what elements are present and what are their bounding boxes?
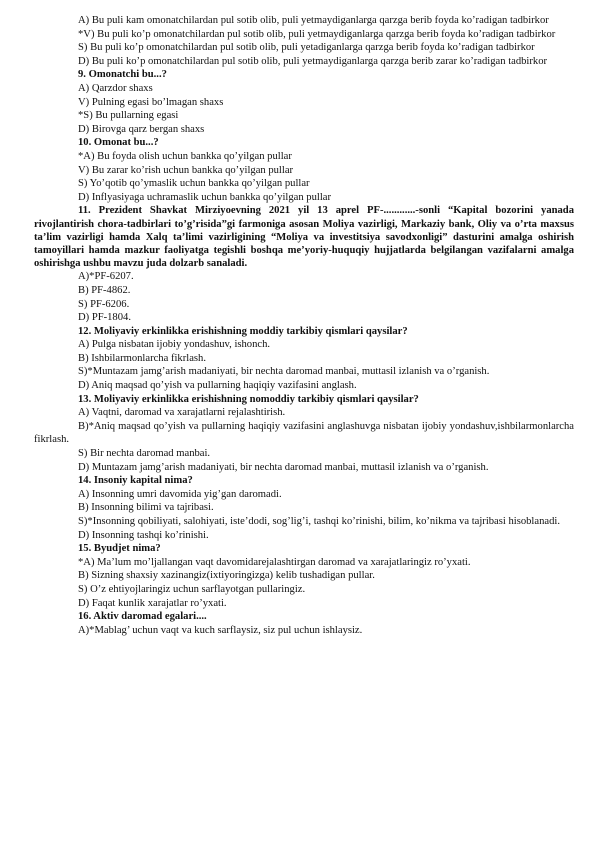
option-line: D) Aniq maqsad qo’yish va pullarning haqiqiy vazifasini anglash.	[78, 380, 357, 392]
option-line: *A) Ma’lum mo’ljallangan vaqt davomidarejalashtirgan daromad va xarajatlaringiz ro’yxati.	[78, 556, 471, 568]
question-heading: 13. Moliyaviy erkinlikka erishishning nomoddiy tarkibiy qismlari qaysilar?	[78, 393, 419, 405]
option-line: A) Pulga nisbatan ijobiy yondashuv, ishonch.	[78, 339, 271, 351]
option-line: B) Ishbilarmonlarcha fikrlash.	[78, 352, 206, 364]
option-line: S)*Insonning qobiliyati, salohiyati, iste’dodi, sog’lig’i, tashqi ko’rinishi, bilim, ko’nikma va tajribasi hisoblanadi.	[78, 516, 560, 528]
option-line: S) Bir nechta daromad manbai.	[78, 448, 211, 460]
option-line: S) O’z ehtiyojlaringiz uchun sarflayotgan pullaringiz.	[78, 583, 306, 595]
option-line: B) Sizning shaxsiy xazinangiz(ixtiyoringizga) kelib tushadigan pullar.	[78, 570, 375, 582]
option-line: D) Insonning tashqi ko’rinishi.	[78, 529, 209, 541]
option-line: D) Muntazam jamg’arish madaniyati, bir nechta daromad manbai, muttasil izlanish va o’rganish.	[78, 461, 489, 473]
option-line: *S) Bu pullarning egasi	[78, 110, 179, 122]
option-line: D) Faqat kunlik xarajatlar ro’yxati.	[78, 597, 227, 609]
option-line: B)*Aniq maqsad qo’yish va pullarning haqiqiy vazifasini anglashuvga nisbatan ijobiy yondashuv,ishbilarmonlarcha fikrlash.	[34, 420, 574, 446]
option-line: V) Pulning egasi bo’lmagan shaxs	[78, 96, 224, 108]
option-line: D) Birovga qarz bergan shaxs	[78, 123, 205, 135]
option-line: S) Bu puli ko’p omonatchilardan pul sotib olib, puli yetadiganlarga qarzga berib foyda ko’radigan tadbirkor	[78, 42, 535, 54]
question-heading: 14. Insoniy kapital nima?	[78, 475, 193, 487]
option-line: D) Bu puli ko’p omonatchilardan pul sotib olib, puli yetmaydiganlarga qarzga berib zarar ko’radigan tadbirkor	[78, 55, 548, 67]
option-line: S) Yo’qotib qo’ymaslik uchun bankka qo’yilgan pullar	[78, 178, 310, 190]
option-line: B) Insonning bilimi va tajribasi.	[78, 502, 214, 514]
option-line: A)*PF-6207.	[78, 271, 134, 283]
option-line: A) Vaqtni, daromad va xarajatlarni rejalashtirish.	[78, 407, 286, 419]
option-line: A)*Mablag’ uchun vaqt va kuch sarflaysiz, siz pul uchun ishlaysiz.	[78, 624, 363, 636]
option-line: *A) Bu foyda olish uchun bankka qo’yilgan pullar	[78, 150, 292, 162]
option-line: S)*Muntazam jamg’arish madaniyati, bir nechta daromad manbai, muttasil izlanish va o’rganish.	[78, 366, 490, 378]
question-heading: 15. Byudjet nima?	[78, 543, 161, 555]
question-heading: 11. Prezident Shavkat Mirziyoevning 2021 yil 13 aprel PF-............-sonli “Kapital bozorini yanada rivojlantirish chora-tadbirlari to’g’risida”gi farmoniga asosan Moliya vazirligi, Markaziy bank, Oliy va o’rta maxsus ta’lim vazirligi hamda Xalq ta’limi vazirligining “Moliya va investitsiya savodxonligi” dasturini amalga oshirish tamoyillari hamda mazkur faoliyatga tegishli boshqa me’yoriy-huquqiy hujjatlarda belgilangan vazifalarni amalga oshirishga ushbu mavzu juda dolzarb sanaladi.	[34, 205, 574, 270]
option-line: A) Insonning umri davomida yig’gan daromadi.	[78, 488, 282, 500]
document-page	[34, 14, 574, 637]
option-line: S) PF-6206.	[78, 298, 130, 310]
question-heading: 10. Omonat bu...?	[78, 137, 159, 149]
option-line: D) PF-1804.	[78, 312, 131, 324]
option-line: D) Inflyasiyaga uchramaslik uchun bankka qo’yilgan pullar	[78, 191, 331, 203]
option-line: A) Qarzdor shaxs	[78, 82, 153, 94]
option-line: B) PF-4862.	[78, 284, 131, 296]
question-heading: 16. Aktiv daromad egalari....	[78, 611, 207, 623]
question-heading: 12. Moliyaviy erkinlikka erishishning moddiy tarkibiy qismlari qaysilar?	[78, 325, 408, 337]
question-heading: 9. Omonatchi bu...?	[78, 69, 167, 81]
option-line: A) Bu puli kam omonatchilardan pul sotib olib, puli yetmaydiganlarga qarzga berib foyda ko’radigan tadbirkor	[78, 15, 549, 26]
option-line: *V) Bu puli ko’p omonatchilardan pul sotib olib, puli yetmaydiganlarga qarzga berib foyda ko’radigan tadbirkor	[78, 28, 556, 40]
option-line: V) Bu zarar ko’rish uchun bankka qo’yilgan pullar	[78, 164, 294, 176]
